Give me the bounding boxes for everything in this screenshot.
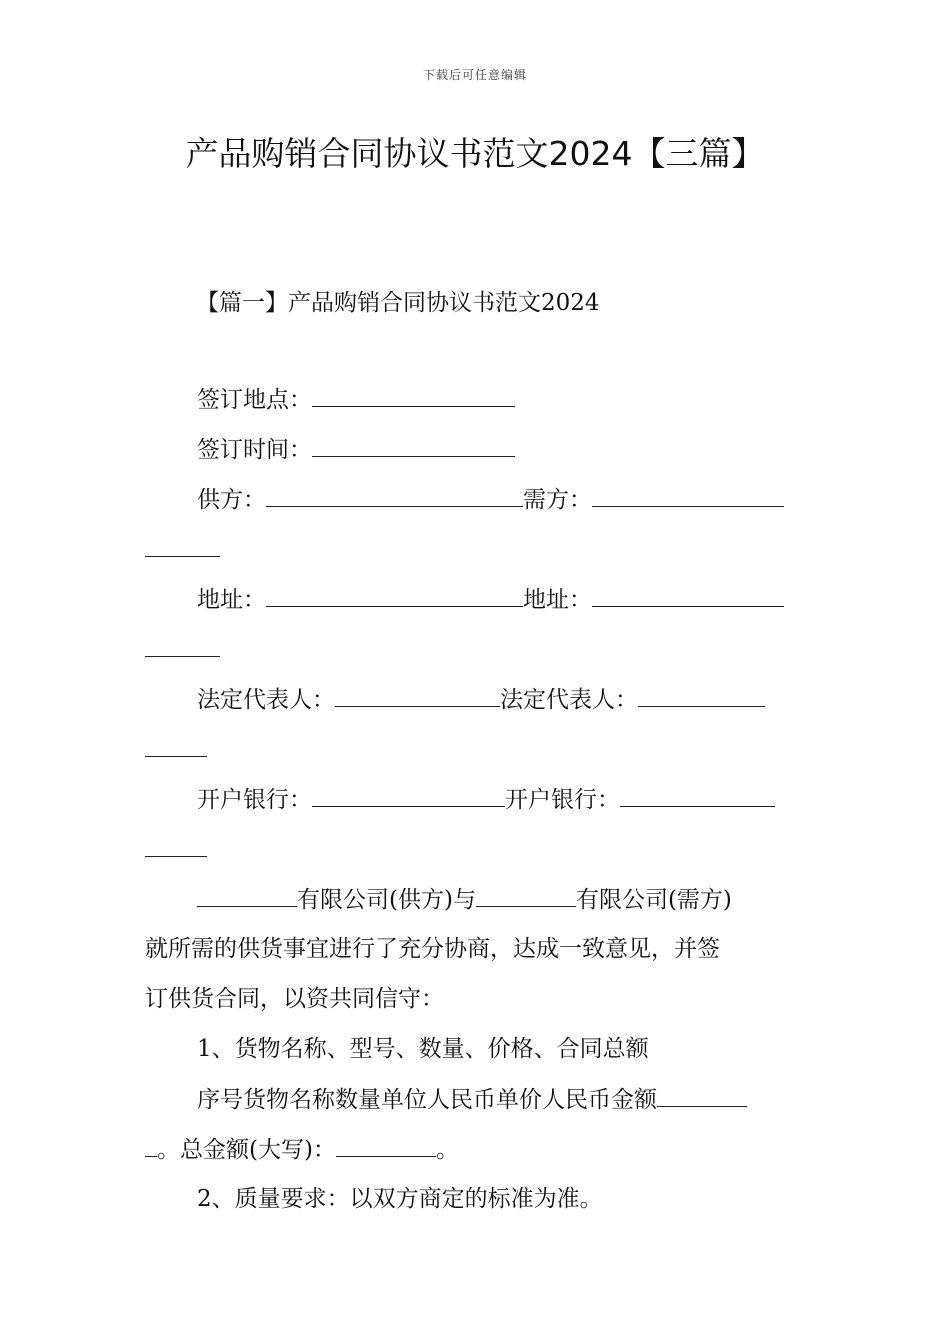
bank-b-label: 开户银行： (505, 787, 620, 813)
item-2: 2、质量要求：以双方商定的标准为准。 (197, 1186, 603, 1212)
legal-rep-line (145, 684, 862, 715)
legal-rep-a-label: 法定代表人： (197, 687, 335, 713)
header-note: 下载后可任意编辑 (422, 68, 527, 82)
bank-b-blank (620, 784, 775, 807)
sign-time-blank (312, 434, 515, 457)
agreement-line-2: 就所需的供货事宜进行了充分协商，达成一致意见，并签 (145, 936, 720, 962)
company-b-blank (476, 884, 576, 907)
goods-table-header: 序号货物名称数量单位人民币单价人民币金额 (197, 1087, 657, 1113)
sign-time-label: 签订时间： (197, 437, 312, 463)
legal-rep-a-blank (335, 684, 500, 707)
agreement-line-3: 订供货合同，以资共同信守： (145, 986, 444, 1012)
company-a-blank (197, 884, 297, 907)
parties-line (145, 484, 862, 515)
bank-line-cont (145, 834, 810, 865)
bank-a-blank (312, 784, 505, 807)
total-amount-line (145, 1134, 810, 1165)
address-b-label: 地址： (523, 587, 592, 613)
sign-place-line (145, 384, 862, 415)
address-a-blank (266, 584, 523, 607)
goods-table-blank-cont (145, 1134, 157, 1157)
buyer-label: 需方： (523, 487, 592, 513)
supplier-label: 供方： (197, 487, 266, 513)
address-line-cont (145, 634, 810, 665)
company-a-suffix: 有限公司(供方)与 (297, 887, 476, 913)
section-heading: 【篇一】产品购销合同协议书范文2024 (196, 290, 600, 316)
address-b-blank (592, 584, 784, 607)
supplier-blank (266, 484, 523, 507)
company-b-suffix: 有限公司(需方) (575, 887, 732, 913)
document-title: 产品购销合同协议书范文2024【三篇】 (185, 134, 765, 173)
legal-rep-b-blank-cont (145, 734, 207, 757)
sign-time-line (145, 434, 862, 465)
legal-rep-b-blank (638, 684, 765, 707)
address-b-blank-cont (145, 634, 220, 657)
sign-place-blank (312, 384, 515, 407)
total-amount-blank (336, 1134, 436, 1157)
bank-a-label: 开户银行： (197, 787, 312, 813)
agreement-line-1 (145, 884, 862, 915)
total-amount-end: 。 (435, 1137, 459, 1163)
buyer-blank (592, 484, 784, 507)
buyer-blank-cont (145, 534, 220, 557)
sign-place-label: 签订地点： (197, 387, 312, 413)
bank-line (145, 784, 862, 815)
total-amount-label: 。总金额(大写)： (157, 1137, 336, 1163)
legal-rep-line-cont (145, 734, 810, 765)
goods-table-line (145, 1084, 862, 1115)
parties-line-cont (145, 534, 810, 565)
address-a-label: 地址： (197, 587, 266, 613)
item-1: 1、货物名称、型号、数量、价格、合同总额 (197, 1036, 649, 1062)
goods-table-blank (657, 1084, 747, 1107)
bank-b-blank-cont (145, 834, 207, 857)
legal-rep-b-label: 法定代表人： (500, 687, 638, 713)
address-line (145, 584, 862, 615)
